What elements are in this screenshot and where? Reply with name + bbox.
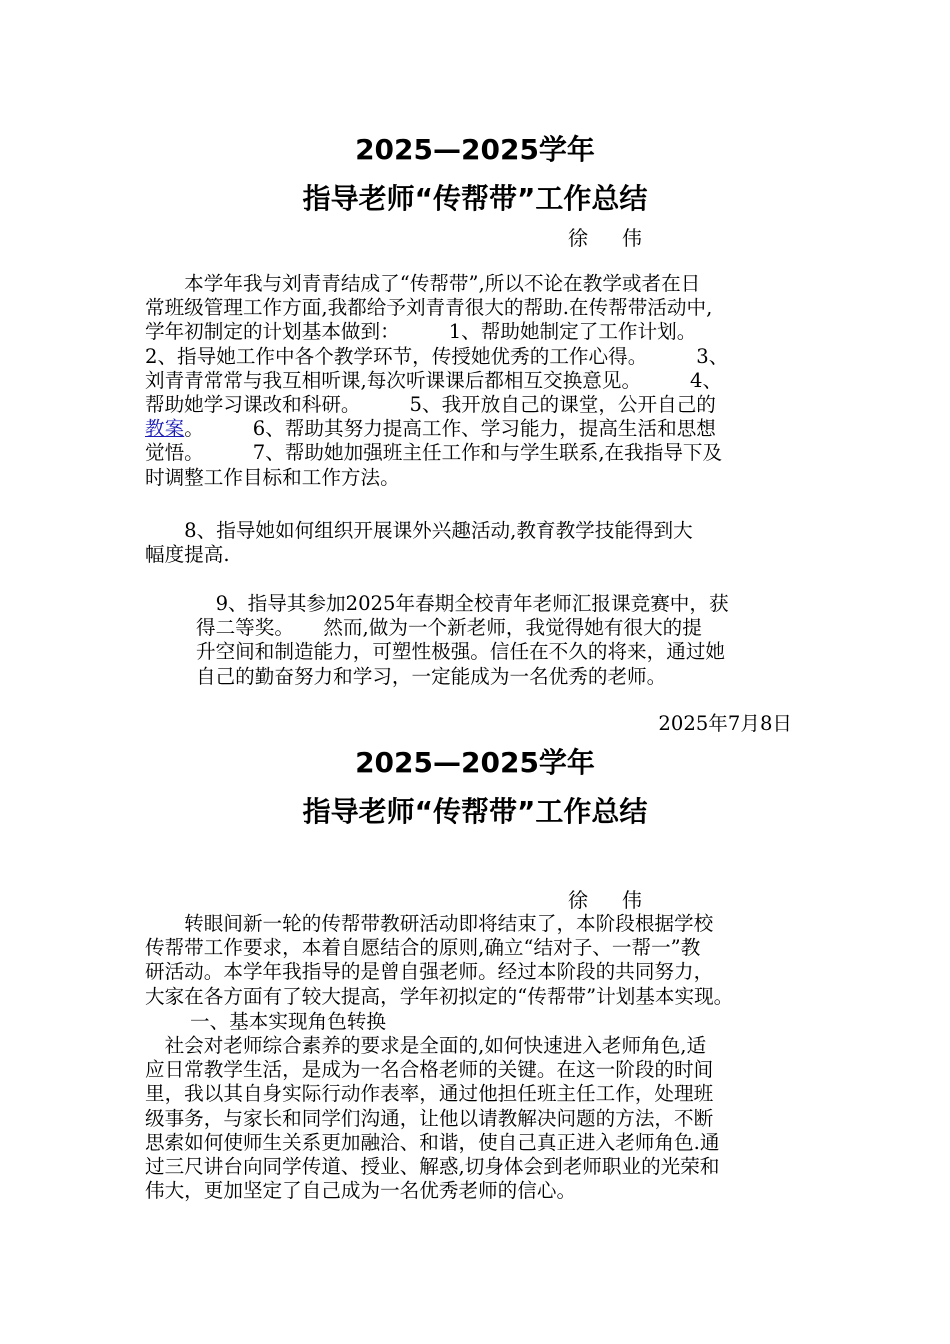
- doc1-p3-line: 9、指导其参加2025年春期全校青年老师汇报课竞赛中，获: [196, 592, 729, 615]
- doc1-p2-line: 幅度提高.: [145, 543, 230, 567]
- doc1-p1-line: 2、指导她工作中各个教学环节，传授她优秀的工作心得。 3、: [145, 344, 729, 368]
- doc1-p1-line: 时调整工作目标和工作方法。: [145, 465, 400, 489]
- doc1-p2-line: 8、指导她如何组织开展课外兴趣活动,教育教学技能得到大: [145, 519, 693, 542]
- doc1-year-title: 2025—2025学年: [355, 133, 595, 166]
- doc2-p2-line: 思索如何使师生关系更加融洽、和谐，使自己真正进入老师角色.通: [145, 1130, 720, 1154]
- doc1-p1-line: 常班级管理工作方面,我都给予刘青青很大的帮助.在传帮带活动中,: [145, 296, 713, 320]
- doc2-author-last: 伟: [622, 888, 642, 912]
- doc1-p1-line: 本学年我与刘青青结成了“传帮带”,所以不论在教学或者在日: [145, 272, 701, 295]
- doc1-author-first: 徐: [568, 226, 588, 250]
- doc1-p1-link-tail: 。 6、帮助其努力提高工作、学习能力，提高生活和思想: [184, 417, 716, 441]
- doc2-main-title: 指导老师“传帮带”工作总结: [302, 795, 648, 828]
- doc1-author-last: 伟: [622, 226, 642, 250]
- doc2-p2-line: 级事务，与家长和同学们沟通，让他以请教解决问题的方法，不断: [145, 1106, 714, 1130]
- doc1-date: 2025年7月8日: [658, 712, 792, 735]
- doc2-section-heading: 一、基本实现角色转换: [190, 1010, 386, 1033]
- lesson-plan-link[interactable]: 教案: [145, 417, 185, 441]
- doc2-p2-line: 伟大，更加坚定了自己成为一名优秀老师的信心。: [145, 1179, 577, 1203]
- doc1-p1-link-line: [145, 417, 825, 441]
- doc1-p1-line: 觉悟。 7、帮助她加强班主任工作和与学生联系,在我指导下及: [145, 441, 723, 465]
- doc2-year-title: 2025—2025学年: [355, 746, 595, 779]
- doc1-p3-line: 升空间和制造能力，可塑性极强。信任在不久的将来，通过她: [196, 640, 726, 664]
- doc2-p2-line: 过三尺讲台向同学传道、授业、解惑,切身体会到老师职业的光荣和: [145, 1155, 720, 1179]
- doc1-paragraph-1: [145, 272, 825, 490]
- doc2-p2-line: 应日常教学生活，是成为一名合格老师的关键。在这一阶段的时间: [145, 1058, 714, 1082]
- doc2-paragraph-1: [145, 912, 835, 1009]
- doc1-main-title: 指导老师“传帮带”工作总结: [302, 182, 648, 215]
- doc1-paragraph-3: [196, 592, 826, 689]
- doc2-p1-line: 传帮带工作要求，本着自愿结合的原则,确立“结对子、一帮一”教: [145, 936, 701, 960]
- doc1-p1-line: 帮助她学习课改和科研。 5、我开放自己的课堂，公开自己的: [145, 393, 716, 417]
- doc2-author: [568, 887, 688, 913]
- doc1-p1-line: 学年初制定的计划基本做到： 1、帮助她制定了工作计划。: [145, 320, 697, 344]
- doc2-paragraph-2: [145, 1034, 835, 1203]
- doc2-p1-line: 转眼间新一轮的传帮带教研活动即将结束了，本阶段根据学校: [145, 912, 714, 935]
- doc2-p2-line: 社会对老师综合素养的要求是全面的,如何快速进入老师角色,适: [145, 1034, 707, 1057]
- doc1-paragraph-2: [145, 519, 825, 567]
- doc2-p2-line: 里，我以其自身实际行动作表率，通过他担任班主任工作，处理班: [145, 1082, 714, 1106]
- doc1-p3-line: 得二等奖。 然而,做为一个新老师，我觉得她有很大的提: [196, 616, 702, 640]
- doc1-p3-line: 自己的勤奋努力和学习，一定能成为一名优秀的老师。: [196, 664, 667, 688]
- doc2-author-first: 徐: [568, 888, 588, 912]
- doc1-p1-line: 刘青青常常与我互相听课,每次听课课后都相互交换意见。 4、: [145, 368, 723, 392]
- doc1-author: [568, 225, 688, 251]
- doc2-p1-line: 研活动。本学年我指导的是曾自强老师。经过本阶段的共同努力，: [145, 960, 714, 984]
- doc2-p1-line: 大家在各方面有了较大提高，学年初拟定的“传帮带”计划基本实现。: [145, 984, 734, 1008]
